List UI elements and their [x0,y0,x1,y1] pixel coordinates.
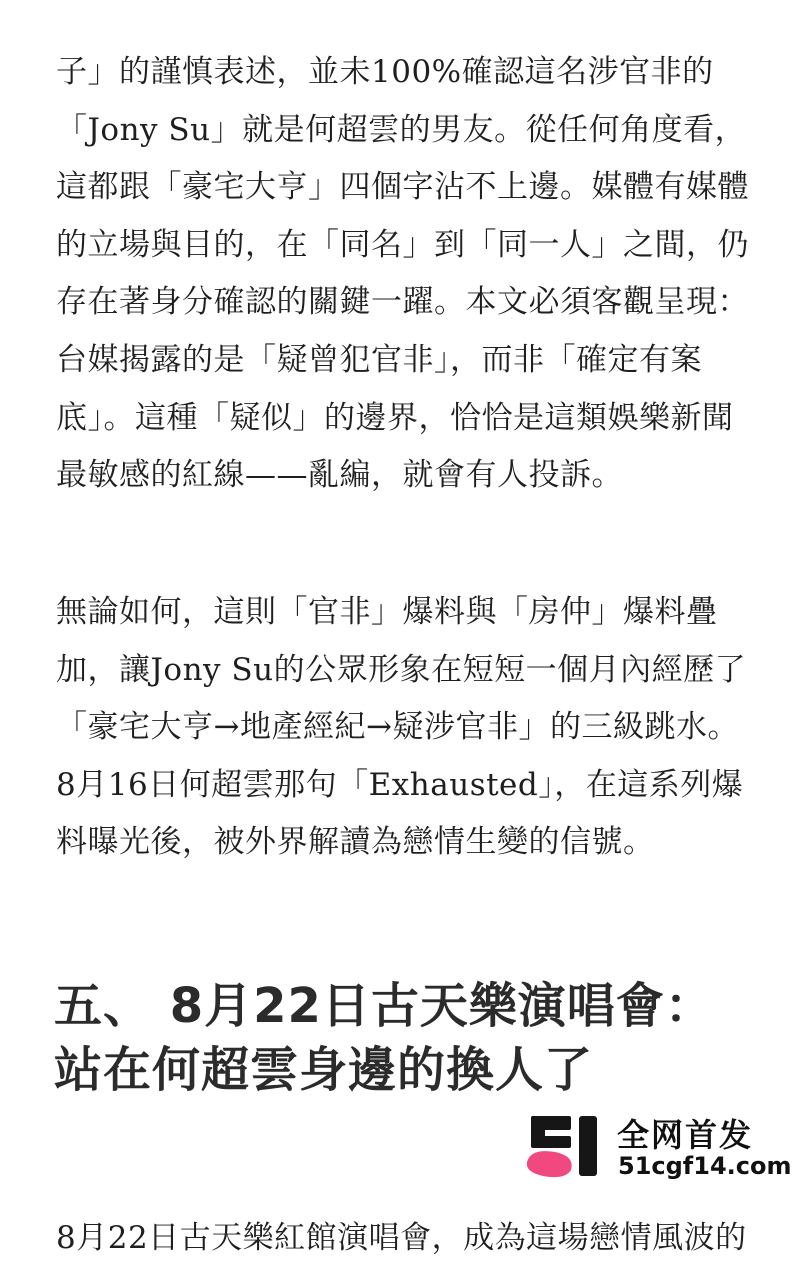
paragraph-line: 底」。這種「疑似」的邊界，恰恰是這類娛樂新聞 [56,399,734,436]
paragraph-line: 最敏感的紅線——亂編，就會有人投訴。 [56,457,623,494]
paragraph-3 [56,1210,747,1268]
watermark-domain: 51cgf14.com [618,1152,792,1180]
paragraph-line: 「豪宅大亨→地產經紀→疑涉官非」的三級跳水。 [56,709,739,746]
paragraph-line: 無論如何，這則「官非」爆料與「房仲」爆料疊 [56,594,718,630]
paragraph-line: 台媒揭露的是「疑曾犯官非」，而非「確定有案 [56,341,702,378]
paragraph-line: 子」的謹慎表述，並未100%確認這名涉官非的 [56,54,714,90]
paragraph-line: 「Jony Su」就是何超雲的男友。從任何角度看， [56,111,747,148]
paragraph-2 [56,584,746,872]
paragraph-line: 8月22日古天樂紅館演唱會，成為這場戀情風波的 [56,1220,747,1256]
section-heading-line: 五、 8月22日古天樂演唱會： [54,978,714,1034]
paragraph-line: 這都跟「豪宅大亨」四個字沾不上邊。媒體有媒體 [56,169,749,206]
paragraph-line: 加，讓Jony Su的公眾形象在短短一個月內經歷了 [56,651,747,688]
paragraph-line: 料曝光後，被外界解讀為戀情生變的信號。 [56,824,655,861]
paragraph-line: 存在著身分確認的關鍵一躍。本文必須客觀呈現： [56,284,749,321]
section-heading [54,974,714,1102]
paragraph-line: 的立場與目的，在「同名」到「同一人」之間，仍 [56,226,749,263]
paragraph-line: 8月16日何超雲那句「Exhausted」，在這系列爆 [56,766,744,803]
watermark-brand: 全网首发 [617,1116,754,1154]
watermark-logo-icon [525,1112,605,1180]
paragraph-1 [56,44,749,505]
watermark [525,1112,795,1188]
section-heading-line: 站在何超雲身邊的換人了 [54,1042,594,1098]
